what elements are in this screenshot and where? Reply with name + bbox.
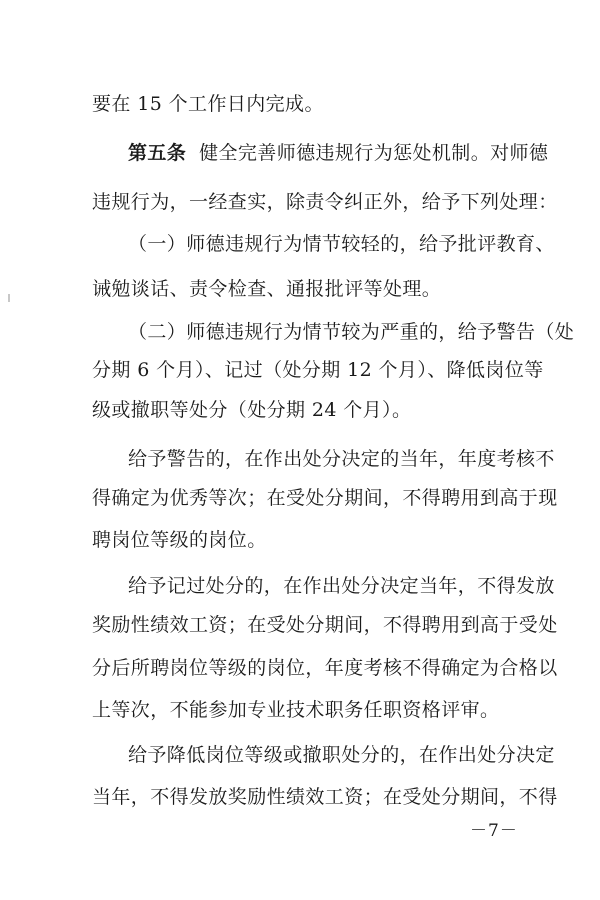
scan-mark bbox=[8, 294, 10, 302]
text-line: 聘岗位等级的岗位。 bbox=[92, 529, 267, 551]
page-number: －7－ bbox=[470, 821, 518, 841]
text-line: 诫勉谈话、责令检查、通报批评等处理。 bbox=[92, 278, 442, 300]
text-line: 得确定为优秀等次；在受处分期间，不得聘用到高于现 bbox=[92, 487, 558, 509]
text-line: 分后所聘岗位等级的岗位，年度考核不得确定为合格以 bbox=[92, 657, 558, 679]
text-line: 当年，不得发放奖励性绩效工资；在受处分期间，不得 bbox=[92, 786, 558, 808]
text-line: （一）师德违规行为情节较轻的，给予批评教育、 bbox=[128, 233, 555, 255]
text-line: （二）师德违规行为情节较为严重的，给予警告（处 bbox=[128, 321, 575, 343]
text-line: 给予降低岗位等级或撤职处分的，在作出处分决定 bbox=[128, 744, 555, 766]
article-label: 第五条 bbox=[128, 142, 187, 164]
text-line: 分期 6 个月）、记过（处分期 12 个月）、降低岗位等 bbox=[92, 359, 544, 381]
text-line: 给予警告的，在作出处分决定的当年，年度考核不 bbox=[128, 448, 555, 470]
text-line: 上等次，不能参加专业技术职务任职资格评审。 bbox=[92, 699, 500, 721]
article-5-first-line bbox=[128, 141, 549, 165]
text-line: 级或撤职等处分（处分期 24 个月）。 bbox=[92, 399, 412, 421]
text-line: 要在 15 个工作日内完成。 bbox=[92, 93, 324, 115]
text-line: 给予记过处分的，在作出处分决定当年，不得发放 bbox=[128, 575, 555, 597]
text-span: 健全完善师德违规行为惩处机制。对师德 bbox=[199, 142, 549, 164]
text-line: 违规行为，一经查实，除责令纠正外，给予下列处理： bbox=[92, 191, 558, 213]
text-line: 奖励性绩效工资；在受处分期间，不得聘用到高于受处 bbox=[92, 614, 558, 636]
